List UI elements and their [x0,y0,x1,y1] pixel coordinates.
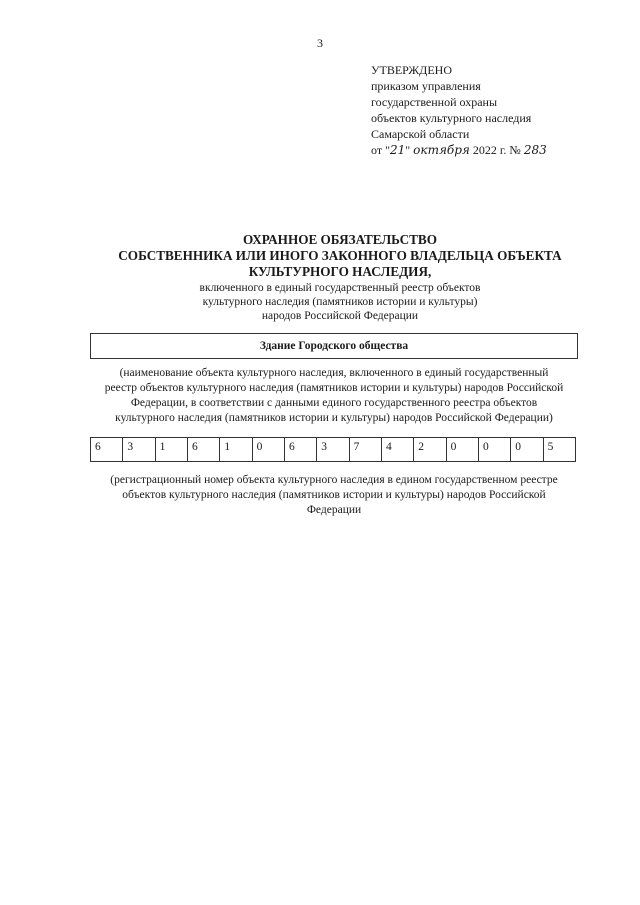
registration-digit-cell: 0 [253,438,285,461]
caption-line: культурного наследия (памятников истории и культуры) народов Российской Федерации) [115,412,553,424]
registration-digit-cell: 3 [317,438,349,461]
date-mid: " [405,143,414,157]
approval-title: УТВЕРЖДЕНО [371,63,453,77]
page-number: 3 [317,36,323,50]
registration-digit-cell: 0 [511,438,543,461]
date-year: 2022 г. № [469,143,524,157]
handwritten-month: октября [413,143,470,157]
heading-line: СОБСТВЕННИКА ИЛИ ИНОГО ЗАКОННОГО ВЛАДЕЛЬЦА ОБЪЕКТА [118,248,562,263]
registration-digit-cell: 6 [188,438,220,461]
registration-digit-cell: 0 [479,438,511,461]
handwritten-order-number: 283 [523,143,547,157]
registration-digit-cell: 2 [414,438,446,461]
approval-block [371,62,621,158]
heading-line: КУЛЬТУРНОГО НАСЛЕДИЯ, [248,264,432,279]
caption-line: реестр объектов культурного наследия (памятников истории и культуры) народов Российской [104,382,564,394]
handwritten-day: 21 [389,143,406,157]
subheading-line: включенного в единый государственный реестр объектов [199,282,481,294]
object-name-box [90,333,578,359]
date-prefix: от " [371,143,390,157]
caption-line: (регистрационный номер объекта культурного наследия в едином государственном реестре [110,474,558,486]
registration-digit-cell: 4 [382,438,414,461]
caption-line: Федерации [306,504,362,516]
document-heading [90,232,590,280]
registration-digit-cell: 1 [220,438,252,461]
object-name-caption [90,366,578,426]
caption-line: Федерации, в соответствии с данными единого государственного реестра объектов [130,397,538,409]
registration-digit-cell: 6 [285,438,317,461]
approval-date-line [371,142,621,158]
object-name: Здание Городского общества [259,340,409,352]
approval-line: государственной охраны [371,95,498,109]
subheading-line: народов Российской Федерации [261,310,419,322]
heading-line: ОХРАННОЕ ОБЯЗАТЕЛЬСТВО [243,232,437,247]
caption-line: (наименование объекта культурного наследия, включенного в единый государственный [119,367,549,379]
approval-line: объектов культурного наследия [371,111,532,125]
registration-digit-cell: 3 [123,438,155,461]
registration-digit-cell: 1 [156,438,188,461]
registration-digit-cell: 5 [547,441,554,453]
registration-number-grid [90,437,576,462]
approval-line: Самарской области [371,127,470,141]
caption-line: объектов культурного наследия (памятников истории и культуры) народов Российской [122,489,546,501]
subheading-line: культурного наследия (памятников истории и культуры) [202,296,478,308]
document-subheading [90,281,590,323]
registration-digit-cell: 0 [447,438,479,461]
approval-line: приказом управления [371,79,481,93]
registration-number-caption [90,473,578,518]
registration-digit-cell: 7 [350,438,382,461]
registration-digit-cell: 6 [91,438,123,461]
